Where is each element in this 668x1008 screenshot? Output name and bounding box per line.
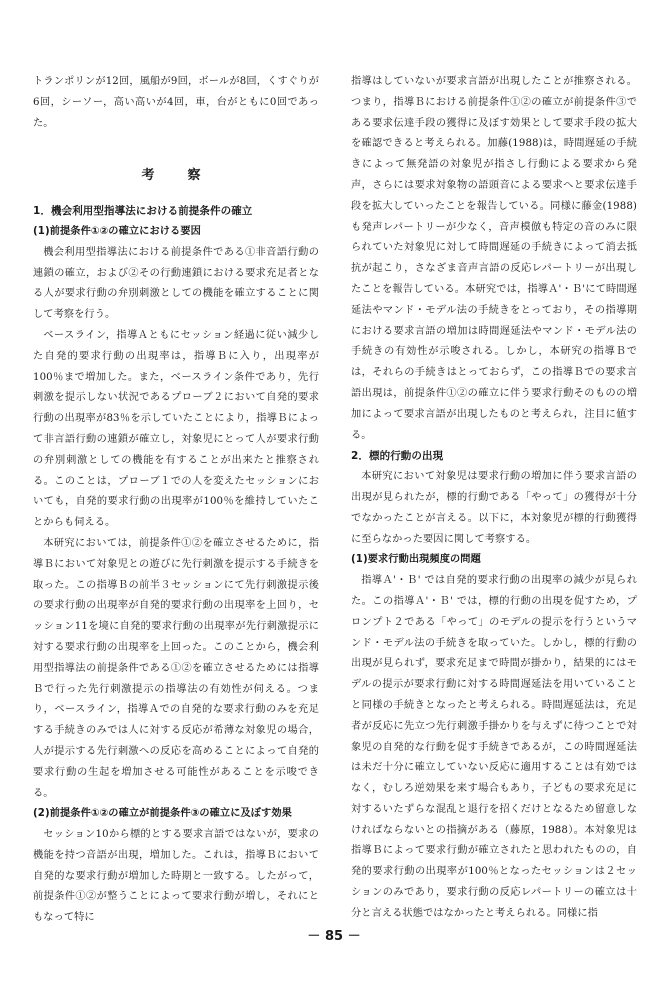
left-column [33, 72, 319, 929]
heading-1-1: (1)前提条件①②の確立における要因 [33, 225, 201, 237]
paragraph-6: 本研究において対象児は要求行動の増加に伴う要求言語の出現が見られたが，標的行動である「やって」の獲得が十分でなかったことが言える。以下に，本対象児が標的行動獲得に至らなかった要因に関して考察する。 [351, 471, 637, 545]
heading-2: 2．標的行動の出現 [351, 450, 444, 463]
heading-2-1: (1)要求行動出現頻度の問題 [351, 554, 481, 566]
right-column [351, 72, 637, 925]
paragraph-1: 機会利用型指導法における前提条件である①非音語行動の連鎖の確立，および②その行動連鎖における要求充足者となる人が要求行動の弁別刺激としての機能を確立することに関して考察を行う。 [33, 246, 319, 321]
section-title-discussion: 考 察 [141, 168, 211, 184]
paragraph-5: 指導はしていないが要求言語が出現したことが推察される。つまり，指導Ｂにおける前提条件①②の確立が前提条件③である要求伝達手段の獲得に及ぼす効果として要求手段の拡大を確認できると考えられる。加藤(1988)は，時間遅延の手続きによって無発語の対象児が指さし行動による要求から発声，さらには要求対象物の語頭音による要求へと要求伝達手段を拡大していったことを報告している。同様に藤金(1988)も発声レパートリーが少なく，音声模倣も特定の音のみに限られていた対象児に対して時間遅延の手続きによって消去抵抗が起こり，さなざま音声言語の反応レパートリーが出現したことを報告している。本研究では，指導Ａ'・Ｂ'にて時間遅延法やマンド・モデル法の手続きをとっており，その指導期における要求言語の増加は時間遅延法やマンド・モデル法の手続きの有効性が示唆される。しかし，本研究の指導Ｂでは，それらの手続きはとっておらず，この指導Ｂでの要求言語出現は，前提条件①②の確立に伴う要求行動そのものの増加によって要求言語が出現したものと考えられ，注目に値する。 [351, 76, 637, 441]
paragraph-3: 本研究においては，前提条件①②を確立させるために，指導Ｂにおいて対象児との遊びに先行刺激を提示する手続きを取った。この指導Ｂの前半３セッションにて先行刺激提示後の要求行動の出現率が自発的要求行動の出現率を上回り，セッション11を境に自発的要求行動の出現率が先行刺激提示に対する要求行動の出現率を上回った。このことから，機会利用型指導法の前提条件である①②を確立させるためには指導Ｂで行った先行刺激提示の指導法の有効性が伺える。つまり，ベースライン，指導Ａでの自発的な要求行動のみを充足する手続きのみでは人に対する反応が希薄な対象児の場合，人が提示する先行刺激への反応を高めることによって自発的要求行動の生起を増加させる可能性があることを示唆できる。 [33, 537, 319, 799]
heading-1-2: (2)前提条件①②の確立が前提条件③の確立に及ぼす効果 [33, 808, 292, 820]
paragraph-2: ベースライン，指導Ａともにセッション経過に従い減少した自発的要求行動の出現率は，指導Ｂに入り，出現率が100％まで増加した。また，ベースライン条件であり，先行刺激を提示しない状況であるプローブ２において自発的要求行動の出現率が83％を示していたことにより，指導Ｂによって非言語行動の連鎖が確立し，対象児にとって人が要求行動の弁別刺激としての機能を有することが出来たと推察される。このことは，プローブ１での人を変えたセッションにおいても，自発的要求行動の出現率が100％を維持していたことからも伺える。 [33, 329, 319, 529]
heading-1: 1．機会利用型指導法における前提条件の確立 [33, 205, 253, 218]
paragraph-intro: トランポリンが12回，風船が9回，ボールが8回，くすぐりが6回，シーソー，高い高いが4回，車，台がともに0回であった。 [33, 76, 319, 129]
paragraph-4: セッション10から標的とする要求言語ではないが，要求の機能を持つ音語が出現，増加した。これは，指導Ｂにおいて自発的な要求行動が増加した時期と一致する。したがって，前提条件①②が整うことによって要求行動が増し，それにともなって特に [33, 829, 319, 924]
paragraph-7: 指導Ａ'・Ｂ' では自発的要求行動の出現率の減少が見られた。この指導Ａ'・Ｂ' では，標的行動の出現を促すため，プロンプト２である「やって」のモデルの提示を行うというマンド・モデル法の手続きを取っていた。しかし，標的行動の出現が見られず，要求充足まで時間が掛かり，結果的にはモデルの提示が要求行動に対する時間遅延法を用いていることと同様の手続きとなったと考えられる。時間遅延法は，充足者が反応に先立つ先行刺激手掛かりを与えずに待つことで対象児の自発的な行動を促す手続きであるが，この時間遅延法は未だ十分に確立していない反応に適用することは有効ではなく，むしろ逆効果を来す場合もあり，子どもの要求充足に対するいたずらな混乱と退行を招くだけとなるため留意しなければならないとの指摘がある（藤原，1988）。本対象児は指導Ｂによって要求行動が確立されたと思われたものの，自発的要求行動の出現率が100％となったセッションは２セッションのみであり，要求行動の反応レパートリーの確立は十分と言える状態ではなかったと考えられる。同様に指 [351, 575, 637, 919]
page-number: － 85 － [307, 929, 361, 944]
